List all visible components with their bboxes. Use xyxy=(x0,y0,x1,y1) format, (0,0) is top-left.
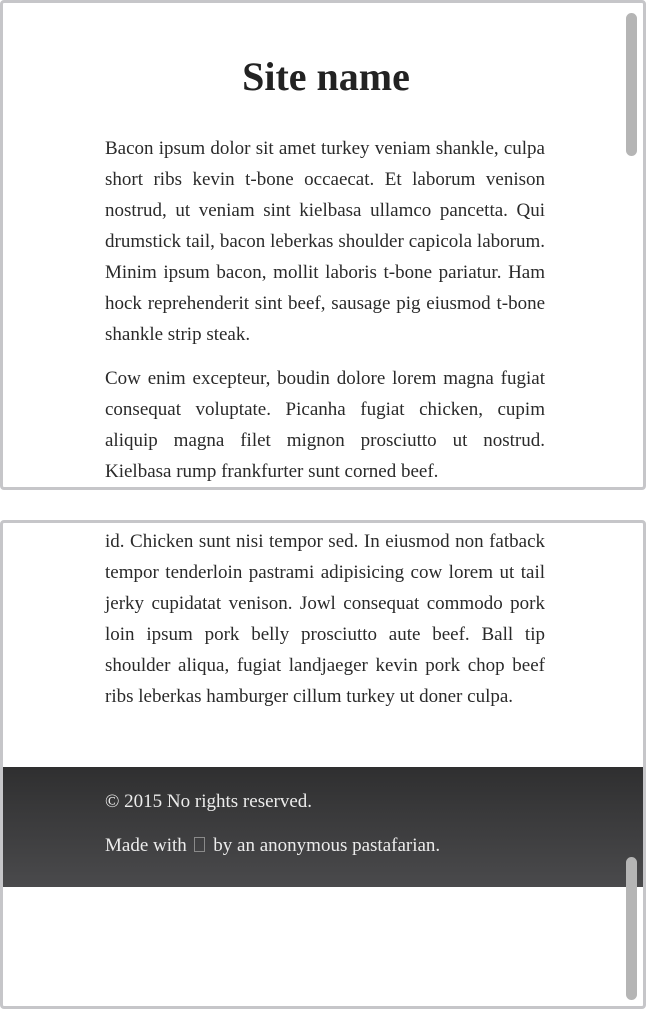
article-bottom xyxy=(105,526,545,712)
paragraph-1: Bacon ipsum dolor sit amet turkey veniam shankle, culpa short ribs kevin t-bone occaecat. Et laborum venison nostrud, ut veniam sint kielbasa ullamco pancetta. Qui drumstick tail, bacon leberkas shoulder capicola laborum. Minim ipsum bacon, mollit laboris t-bone pariatur. Ham hock reprehenderit sint beef, sausage pig eiusmod t-bone shankle strip steak. xyxy=(105,138,545,345)
site-title: Site name xyxy=(242,54,410,99)
site-footer xyxy=(3,767,643,887)
paragraph-2-bottom: id. Chicken sunt nisi tempor sed. In eiusmod non fatback tempor tenderloin pastrami adipisicing cow lorem ut tail jerky cupidatat venison. Jowl consequat commodo pork loin ipsum pork belly prosciutto aute beef. Ball tip shoulder aliqua, fugiat landjaeger kevin pork chop beef ribs leberkas hamburger cillum turkey ut doner culpa. xyxy=(105,531,545,707)
heart-icon xyxy=(194,837,205,852)
viewport-top xyxy=(0,0,646,490)
footer-copyright: © 2015 No rights reserved. xyxy=(105,791,313,812)
footer-credit-suffix: by an anonymous pastafarian. xyxy=(213,835,441,856)
viewport-bottom xyxy=(0,520,646,1009)
footer-credit xyxy=(105,835,440,857)
paragraph-2-top: Cow enim excepteur, boudin dolore lorem magna fugiat consequat voluptate. Picanha fugiat chicken, cupim aliquip magna filet mignon prosciutto ut nostrud. Kielbasa rump frankfurter sunt corned beef. xyxy=(105,368,545,482)
article-top xyxy=(105,133,545,490)
footer-credit-prefix: Made with xyxy=(105,835,187,856)
scrollbar-thumb-bottom[interactable] xyxy=(626,857,637,1000)
scrollbar-thumb-top[interactable] xyxy=(626,13,637,156)
